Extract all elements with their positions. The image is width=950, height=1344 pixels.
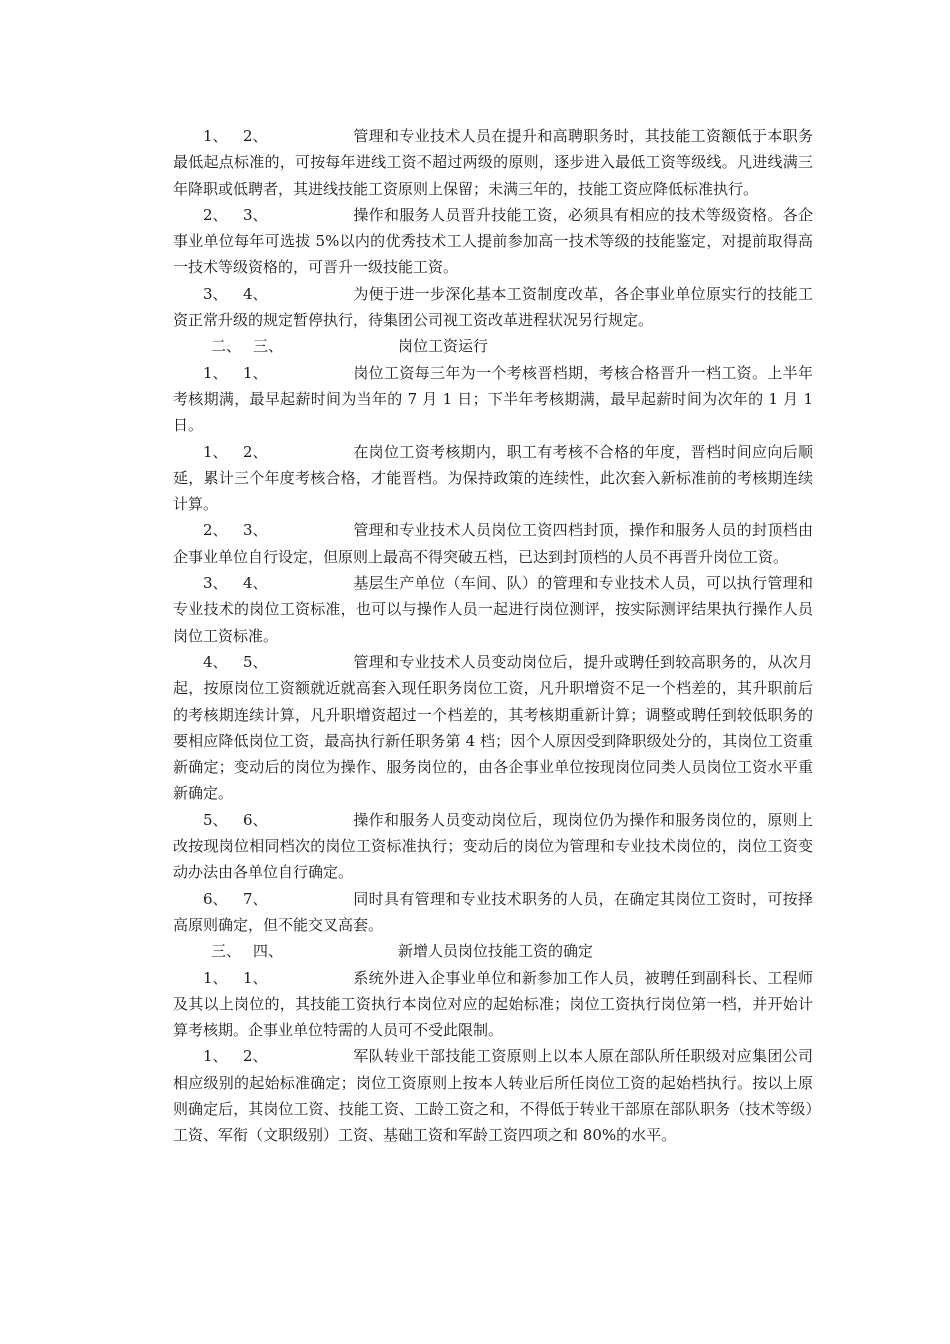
sub-item-number: 1、 <box>243 363 268 382</box>
paragraph <box>173 517 813 570</box>
paragraph <box>173 202 813 281</box>
paragraph-text: 在岗位工资考核期内，职工有考核不合格的年度，晋档时间应向后顺延，累计三个年度考核合格，才能晋档。为保持政策的连续性，此次套入新标准前的考核期连续计算。 <box>173 442 813 514</box>
paragraph <box>173 281 813 334</box>
section-heading <box>173 333 813 359</box>
paragraph <box>173 439 813 518</box>
paragraph <box>173 965 813 1044</box>
heading-sub-number: 四、 <box>253 942 284 961</box>
sub-item-number: 2、 <box>243 127 268 145</box>
heading-number: 二、 <box>211 337 242 356</box>
paragraph-text: 为便于进一步深化基本工资制度改革，各企事业单位原实行的技能工资正常升级的规定暂停执行，待集团公司视工资改革进程状况另行规定。 <box>173 284 813 330</box>
item-number: 6、 <box>203 889 228 908</box>
paragraph-text: 操作和服务人员晋升技能工资，必须具有相应的技术等级资格。各企事业单位每年可选拔 5%以内的优秀技术工人提前参加高一技术等级的技能鉴定，对提前取得高一技术等级资格的，可晋升一级技能工资。 <box>173 205 813 277</box>
paragraph-text: 管理和专业技术人员变动岗位后，提升或聘任到较高职务的，从次月起，按原岗位工资额就近就高套入现任职务岗位工资，凡升职增资不足一个档差的，其升职前后的考核期连续计算，凡升职增资超过一个档差的，其考核期重新计算；调整或聘任到较低职务的要相应降低岗位工资，最高执行新任职务第 4 档；因个人原因受到降职级处分的，其岗位工资重新确定；变动后的岗位为操作、服务岗位的，由各企事业单位按现岗位同类人员岗位工资水平重新确定。 <box>173 652 813 803</box>
section-heading <box>173 938 813 964</box>
heading-sub-number: 三、 <box>253 337 284 356</box>
sub-item-number: 3、 <box>243 521 268 540</box>
paragraph <box>173 807 813 886</box>
sub-item-number: 2、 <box>243 442 268 461</box>
paragraph <box>173 649 813 807</box>
paragraph <box>173 1043 813 1148</box>
sub-item-number: 5、 <box>243 652 268 671</box>
sub-item-number: 4、 <box>243 284 268 303</box>
item-number: 2、 <box>203 521 228 540</box>
sub-item-number: 7、 <box>243 889 268 908</box>
heading-number: 三、 <box>211 942 242 961</box>
item-number: 1、 <box>203 1047 228 1066</box>
paragraph-text: 岗位工资每三年为一个考核晋档期，考核合格晋升一档工资。上半年考核期满，最早起薪时间为当年的 7 月 1 日；下半年考核期满，最早起薪时间为次年的 1 月 1 日。 <box>173 363 813 435</box>
sub-item-number: 1、 <box>243 968 268 987</box>
paragraph-text: 军队转业干部技能工资原则上以本人原在部队所任职级对应集团公司相应级别的起始标准确定；岗位工资原则上按本人转业后所任岗位工资的起始档执行。按以上原则确定后，其岗位工资、技能工资、工龄工资之和，不得低于转业干部原在部队职务（技术等级）工资、军衔（文职级别）工资、基础工资和军龄工资四项之和 80%的水平。 <box>173 1047 813 1145</box>
paragraph-text: 系统外进入企事业单位和新参加工作人员，被聘任到副科长、工程师及其以上岗位的，其技能工资执行本岗位对应的起始标准；岗位工资执行岗位第一档，并开始计算考核期。企事业单位特需的人员可不受此限制。 <box>173 968 813 1040</box>
item-number: 2、 <box>203 205 228 224</box>
item-number: 1、 <box>203 968 228 987</box>
paragraph <box>173 570 813 649</box>
paragraph <box>173 123 813 202</box>
paragraph-text: 同时具有管理和专业技术职务的人员，在确定其岗位工资时，可按择高原则确定，但不能交叉高套。 <box>173 889 813 934</box>
item-number: 1、 <box>203 363 228 382</box>
paragraph-text: 管理和专业技术人员在提升和高聘职务时，其技能工资额低于本职务最低起点标准的，可按每年进线工资不超过两级的原则，逐步进入最低工资等级线。凡进线满三年降职或低聘者，其进线技能工资原则上保留；未满三年的，技能工资应降低标准执行。 <box>173 127 813 198</box>
item-number: 1、 <box>203 127 228 145</box>
item-number: 3、 <box>203 284 228 303</box>
item-number: 3、 <box>203 574 228 593</box>
paragraph <box>173 360 813 439</box>
sub-item-number: 3、 <box>243 205 268 224</box>
heading-text: 新增人员岗位技能工资的确定 <box>398 942 594 961</box>
item-number: 5、 <box>203 810 228 829</box>
heading-text: 岗位工资运行 <box>398 337 489 356</box>
paragraph <box>173 886 813 939</box>
sub-item-number: 4、 <box>243 574 268 593</box>
sub-item-number: 2、 <box>243 1047 268 1066</box>
paragraph-text: 基层生产单位（车间、队）的管理和专业技术人员，可以执行管理和专业技术的岗位工资标准，也可以与操作人员一起进行岗位测评，按实际测评结果执行操作人员岗位工资标准。 <box>173 574 813 645</box>
paragraph-text: 管理和专业技术人员岗位工资四档封顶，操作和服务人员的封顶档由企事业单位自行设定，但原则上最高不得突破五档，已达到封顶档的人员不再晋升岗位工资。 <box>173 521 813 566</box>
item-number: 4、 <box>203 652 228 671</box>
document-body <box>173 123 813 1149</box>
paragraph-text: 操作和服务人员变动岗位后，现岗位仍为操作和服务岗位的，原则上改按现岗位相同档次的岗位工资标准执行；变动后的岗位为管理和专业技术岗位的，岗位工资变动办法由各单位自行确定。 <box>173 810 813 882</box>
item-number: 1、 <box>203 442 228 461</box>
sub-item-number: 6、 <box>243 810 268 829</box>
